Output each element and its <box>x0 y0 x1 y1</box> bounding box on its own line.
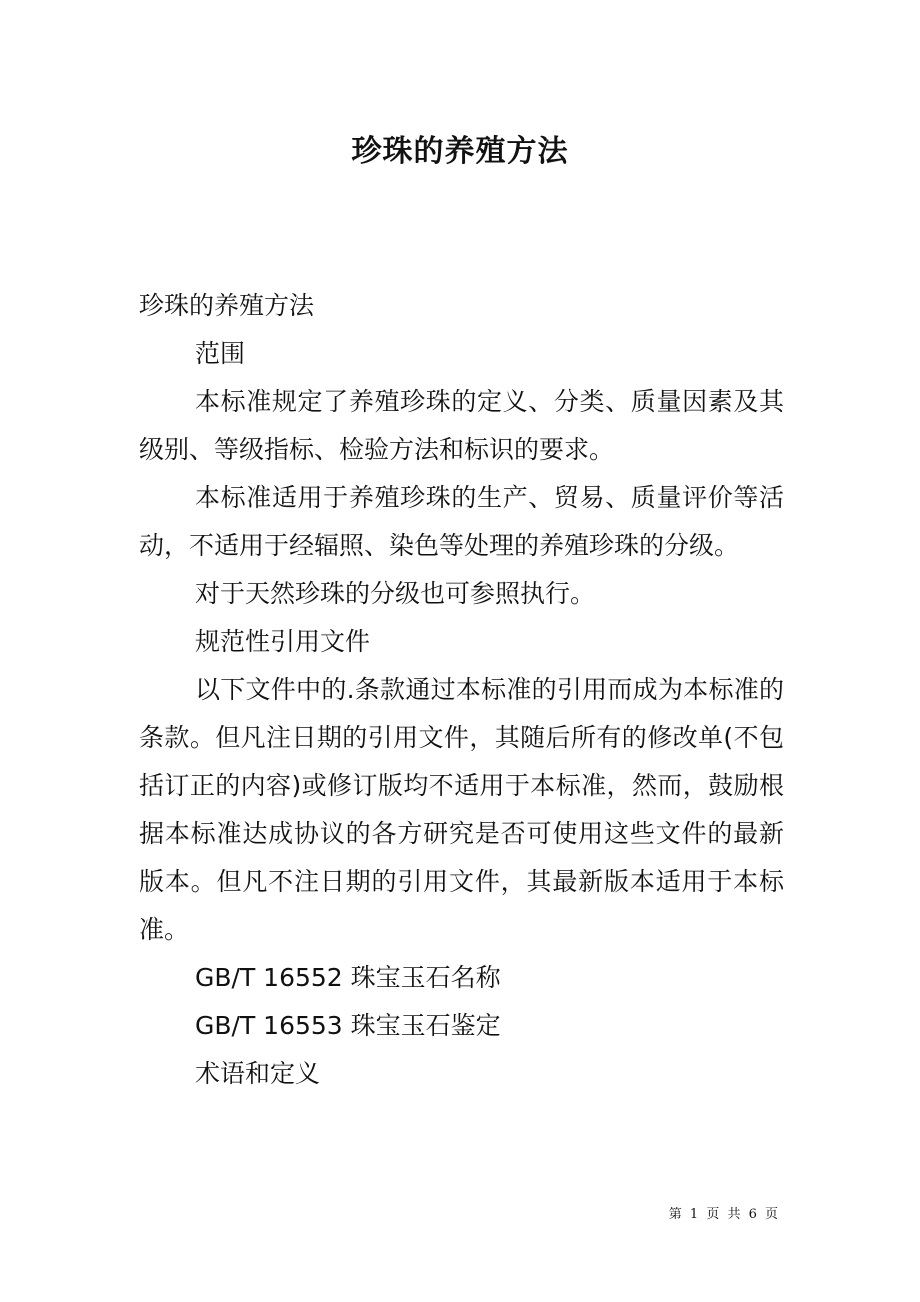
reference-item: GB/T 16553 珠宝玉石鉴定 <box>195 1011 501 1040</box>
body-paragraph: 珍珠的养殖方法 <box>139 291 315 320</box>
body-paragraph: 以下文件中的.条款通过本标准的引用而成为本标准的条款。但凡注日期的引用文件，其随后所有的修改单(不包括订正的内容)或修订版均不适用于本标准，然而，鼓励根据本标准达成协议的各方研究是否可使用这些文件的最新版本。但凡不注日期的引用文件，其最新版本适用于本标准。 <box>139 675 784 944</box>
body-paragraph: 对于天然珍珠的分级也可参照执行。 <box>195 579 596 608</box>
body-paragraph: 本标准适用于养殖珍珠的生产、贸易、质量评价等活动，不适用于经辐照、染色等处理的养殖珍珠的分级。 <box>139 483 784 560</box>
reference-item: GB/T 16552 珠宝玉石名称 <box>195 963 501 992</box>
document-body <box>139 282 784 1098</box>
section-heading-scope: 范围 <box>195 339 246 368</box>
page-number-footer: 第 1 页 共 6 页 <box>668 1207 780 1222</box>
section-heading-terms: 术语和定义 <box>195 1059 321 1088</box>
section-heading-normative-references: 规范性引用文件 <box>195 627 371 656</box>
document-title: 珍珠的养殖方法 <box>351 134 569 169</box>
body-paragraph: 本标准规定了养殖珍珠的定义、分类、质量因素及其级别、等级指标、检验方法和标识的要求。 <box>139 387 784 464</box>
